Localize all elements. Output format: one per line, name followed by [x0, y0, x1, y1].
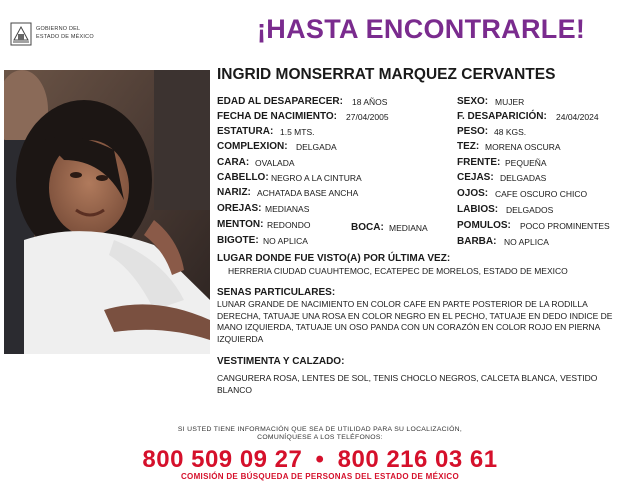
cabello-value: NEGRO A LA CINTURA — [271, 173, 362, 183]
vestimenta-title: VESTIMENTA Y CALZADO: — [217, 356, 345, 367]
bigote-value: NO APLICA — [263, 236, 308, 246]
senas-title: SENAS PARTICULARES: — [217, 287, 336, 298]
last-seen-text: HERRERIA CIUDAD CUAUHTEMOC, ECATEPEC DE MORELOS, ESTADO DE MEXICO — [228, 266, 568, 276]
sexo-label: SEXO: — [457, 96, 489, 107]
menton-value: REDONDO — [267, 220, 311, 230]
boca-label: BOCA: — [351, 222, 384, 233]
frente-label: FRENTE: — [457, 157, 501, 168]
menton-label: MENTON: — [217, 219, 264, 230]
nariz-value: ACHATADA BASE ANCHA — [257, 188, 359, 198]
ojos-label: OJOS: — [457, 188, 489, 199]
bigote-label: BIGOTE: — [217, 235, 259, 246]
logo-text-line1: GOBIERNO DEL — [36, 26, 81, 32]
senas-text: LUNAR GRANDE DE NACIMIENTO EN COLOR CAFE EN PARTE POSTERIOR DE LA RODILLA DERECHA, TATUAJE UNA ROSA EN COLOR NEGRO EN EL PECHO, TATUAJE EN DEDO INDICE DE MANO IZQUIERDA, TATUAJE UN OSO PANDA CON UN CORAZÓN EN COLOR ROJO EN PIERNA IZQUIERDA — [217, 299, 613, 344]
fecha-nacimiento-label: FECHA DE NACIMIENTO: — [217, 111, 337, 122]
phone-number-1[interactable]: 800 509 09 27 — [142, 446, 303, 473]
frente-value: PEQUEÑA — [505, 158, 547, 168]
ojos-value: CAFE OSCURO CHICO — [495, 189, 588, 199]
cejas-value: DELGADAS — [500, 173, 547, 183]
phone-numbers — [0, 446, 640, 474]
state-emblem-icon — [10, 22, 32, 46]
headline: ¡HASTA ENCONTRARLE! — [257, 14, 586, 44]
estatura-label: ESTATURA: — [217, 126, 274, 137]
fecha-nacimiento-value: 27/04/2005 — [346, 112, 389, 122]
nariz-label: NARIZ: — [217, 187, 251, 198]
footer-info-line1: SI USTED TIENE INFORMACIÓN QUE SEA DE UTILIDAD PARA SU LOCALIZACIÓN, — [177, 426, 463, 433]
fecha-desaparicion-value: 24/04/2024 — [556, 112, 599, 122]
phone-number-2[interactable]: 800 216 03 61 — [337, 446, 498, 473]
cara-label: CARA: — [217, 157, 250, 168]
cara-value: OVALADA — [255, 158, 295, 168]
tez-value: MORENA OSCURA — [485, 142, 561, 152]
labios-value: DELGADOS — [506, 205, 554, 215]
person-name: INGRID MONSERRAT MARQUEZ CERVANTES — [217, 66, 556, 83]
pomulos-label: POMULOS: — [457, 220, 511, 231]
phone-separator: • — [315, 446, 325, 473]
state-logo — [10, 20, 120, 50]
fecha-desaparicion-label: F. DESAPARICIÓN: — [457, 111, 547, 122]
peso-label: PESO: — [457, 126, 489, 137]
cabello-label: CABELLO: — [217, 172, 269, 183]
barba-label: BARBA: — [457, 236, 497, 247]
tez-label: TEZ: — [457, 141, 480, 152]
boca-value: MEDIANA — [389, 223, 428, 233]
footer-info-line2: COMUNÍQUESE A LOS TELÉFONOS: — [257, 434, 383, 441]
edad-value: 18 AÑOS — [352, 97, 388, 107]
logo-text-line2: ESTADO DE MÉXICO — [36, 34, 94, 40]
last-seen-title: LUGAR DONDE FUE VISTO(A) POR ÚLTIMA VEZ: — [217, 253, 451, 264]
estatura-value: 1.5 MTS. — [280, 127, 315, 137]
orejas-value: MEDIANAS — [265, 204, 310, 214]
labios-label: LABIOS: — [457, 204, 499, 215]
cejas-label: CEJAS: — [457, 172, 494, 183]
barba-value: NO APLICA — [504, 237, 549, 247]
missing-person-photo — [4, 70, 210, 354]
complexion-value: DELGADA — [296, 142, 337, 152]
commission-name: COMISIÓN DE BÚSQUEDA DE PERSONAS DEL ESTADO DE MÉXICO — [180, 472, 459, 481]
complexion-label: COMPLEXION: — [217, 141, 288, 152]
photo-illustration — [4, 70, 210, 354]
edad-label: EDAD AL DESAPARECER: — [217, 96, 343, 107]
peso-value: 48 KGS. — [494, 127, 527, 137]
pomulos-value: POCO PROMINENTES — [520, 221, 610, 231]
vestimenta-text: CANGURERA ROSA, LENTES DE SOL, TENIS CHOCLO NEGROS, CALCETA BLANCA, VESTIDO BLANCO — [217, 373, 598, 395]
sexo-value: MUJER — [495, 97, 525, 107]
orejas-label: OREJAS: — [217, 203, 262, 214]
